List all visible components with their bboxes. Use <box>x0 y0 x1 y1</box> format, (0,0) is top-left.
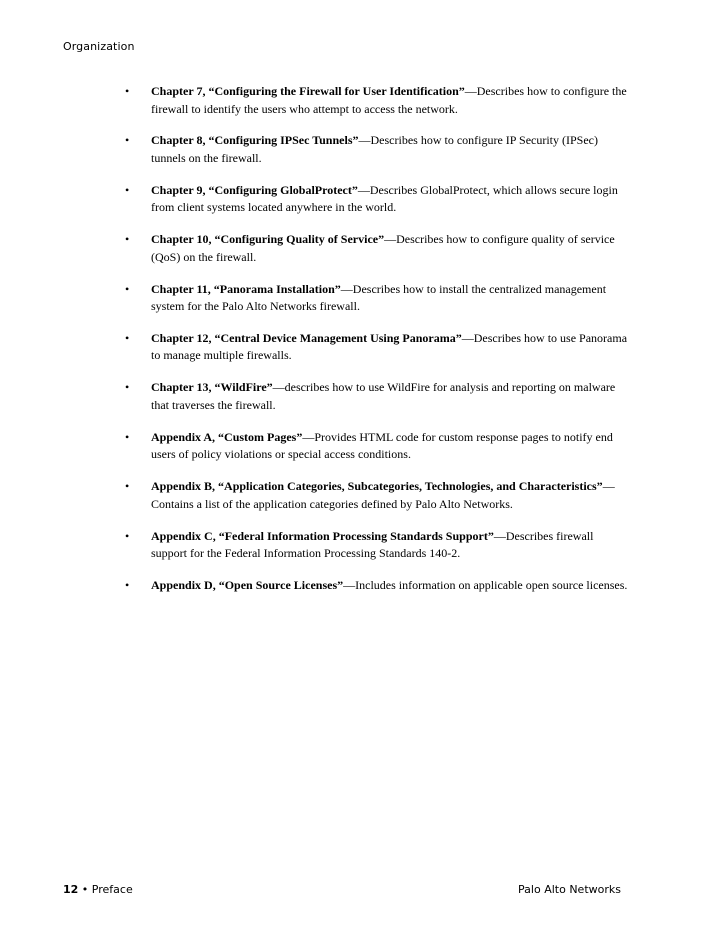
item-description: —Includes information on applicable open source licenses. <box>343 577 628 592</box>
item-title: Appendix B, “Application Categories, Subcategories, Technologies, and Characteristics” <box>151 479 603 494</box>
list-item-chapter-13 <box>120 379 630 414</box>
running-header-title: Organization <box>63 40 135 53</box>
bullet-icon: • <box>125 232 130 247</box>
item-title: Chapter 12, “Central Device Management Using Panorama” <box>151 330 462 345</box>
list-item-chapter-11 <box>120 281 630 316</box>
footer-company: Palo Alto Networks <box>518 883 621 896</box>
item-title: Chapter 7, “Configuring the Firewall for User Identification” <box>151 84 465 98</box>
list-item-appendix-a <box>120 429 630 464</box>
bullet-icon: • <box>125 380 130 395</box>
item-description: —Describes how to install the centralized management system for the Palo Alto Networks firewall. <box>151 281 607 314</box>
item-description: —Describes GlobalProtect, which allows secure login from client systems located anywhere in the world. <box>151 182 618 215</box>
list-item-chapter-10 <box>120 231 630 266</box>
item-description: —Describes firewall support for the Federal Information Processing Standards 140-2. <box>151 528 594 561</box>
item-title: Chapter 9, “Configuring GlobalProtect” <box>151 182 358 197</box>
bullet-icon: • <box>125 182 130 197</box>
bullet-icon: • <box>125 577 130 592</box>
list-item-appendix-d <box>120 577 630 595</box>
item-description: —Provides HTML code for custom response pages to notify end users of policy violations or special access conditions. <box>151 429 613 462</box>
item-title: Appendix C, “Federal Information Processing Standards Support” <box>151 528 494 543</box>
item-title: Chapter 8, “Configuring IPSec Tunnels” <box>151 133 359 148</box>
bullet-icon: • <box>125 330 130 345</box>
chapter-list <box>120 83 630 609</box>
list-item-chapter-12 <box>120 330 630 365</box>
item-description: —Contains a list of the application categories defined by Palo Alto Networks. <box>151 479 615 511</box>
item-title: Chapter 10, “Configuring Quality of Service” <box>151 232 385 247</box>
page-number: 12 <box>63 883 79 896</box>
footer-section: Preface <box>91 883 133 896</box>
footer-page-info <box>63 883 133 896</box>
item-description: —Describes how to configure the firewall to identify the users who attempt to access the network. <box>151 84 627 116</box>
item-description: —Describes how to configure quality of service (QoS) on the firewall. <box>151 232 615 264</box>
list-item-appendix-b <box>120 478 630 513</box>
item-title: Appendix D, “Open Source Licenses” <box>151 577 344 592</box>
item-description: —describes how to use WildFire for analysis and reporting on malware that traverses the firewall. <box>151 380 616 412</box>
list-item-chapter-9 <box>120 182 630 217</box>
list-item-appendix-c <box>120 528 630 563</box>
bullet-icon: • <box>125 84 130 98</box>
item-title: Chapter 13, “WildFire” <box>151 380 273 395</box>
item-description: —Describes how to use Panorama to manage multiple firewalls. <box>151 330 628 363</box>
bullet-icon: • <box>125 479 130 494</box>
list-item-chapter-8 <box>120 132 630 167</box>
item-title: Chapter 11, “Panorama Installation” <box>151 281 341 296</box>
item-description: —Describes how to configure IP Security (IPSec) tunnels on the firewall. <box>151 133 598 165</box>
list-item-chapter-7 <box>120 83 630 118</box>
bullet-icon: • <box>125 528 130 543</box>
item-title: Appendix A, “Custom Pages” <box>151 429 303 444</box>
bullet-icon: • <box>125 281 130 296</box>
bullet-icon: • <box>125 429 130 444</box>
bullet-icon: • <box>125 133 130 148</box>
footer-separator: • <box>78 883 92 896</box>
